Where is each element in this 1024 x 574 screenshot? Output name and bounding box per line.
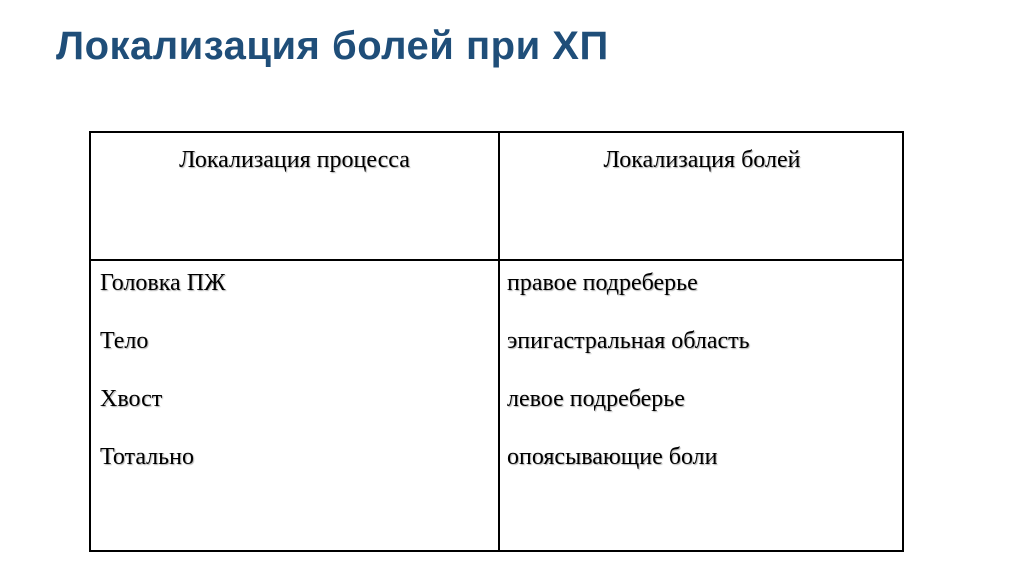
pain-localization-table bbox=[89, 131, 904, 552]
table-column-divider bbox=[498, 133, 500, 550]
pain-cell-right-hypochondrium: правое подреберье bbox=[507, 270, 698, 296]
process-localization-list bbox=[100, 269, 226, 501]
header-process-localization: Локализация процесса bbox=[179, 147, 410, 173]
process-cell-tail: Хвост bbox=[100, 386, 163, 412]
table-row-divider bbox=[91, 259, 902, 261]
process-cell-body: Тело bbox=[100, 328, 149, 354]
pain-localization-list bbox=[507, 269, 750, 501]
process-cell-head: Головка ПЖ bbox=[100, 270, 226, 296]
pain-cell-epigastric: эпигастральная область bbox=[507, 328, 750, 354]
slide-title: Локализация болей при ХП bbox=[56, 24, 609, 68]
process-cell-total: Тотально bbox=[100, 444, 194, 470]
pain-cell-girdle: опоясывающие боли bbox=[507, 444, 718, 470]
header-pain-localization: Локализация болей bbox=[603, 147, 801, 173]
pain-cell-left-hypochondrium: левое подреберье bbox=[507, 386, 685, 412]
